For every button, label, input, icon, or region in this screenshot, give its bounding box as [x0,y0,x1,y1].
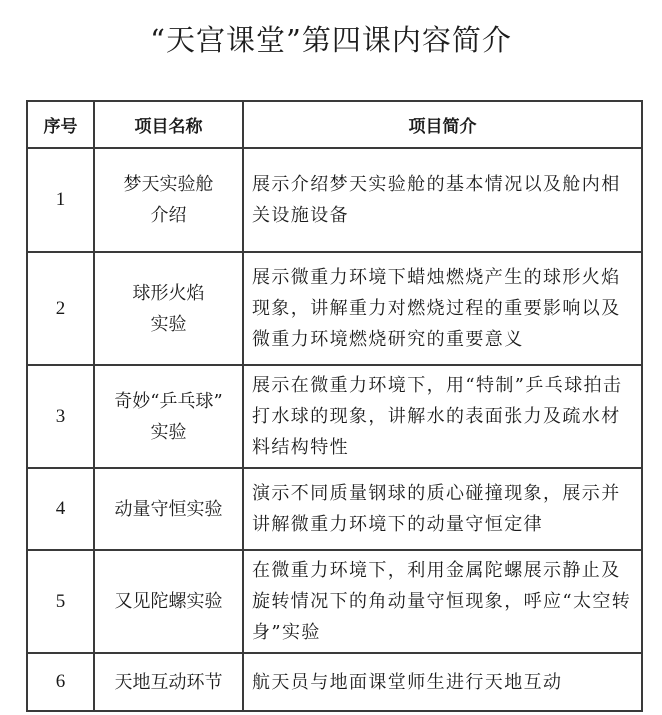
cell-item-name [94,468,243,550]
table-row [27,653,642,711]
item-name-line: 动量守恒实验 [114,498,223,520]
header-item-name: 项目名称 [94,101,243,148]
header-item-description: 项目简介 [243,101,642,148]
cell-serial-number: 1 [27,148,94,252]
cell-item-name [94,550,243,653]
item-name-line: 实验 [150,421,187,443]
table-body [27,148,642,711]
cell-serial-number: 5 [27,550,94,653]
cell-item-description: 展示介绍梦天实验舱的基本情况以及舱内相关设施设备 [243,148,642,252]
cell-serial-number: 6 [27,653,94,711]
cell-item-description: 航天员与地面课堂师生进行天地互动 [243,653,642,711]
cell-item-name [94,653,243,711]
cell-item-name [94,252,243,365]
item-name-line: 又见陀螺实验 [114,591,223,612]
table-row [27,468,642,550]
header-serial-number: 序号 [27,101,94,148]
table-row [27,550,642,653]
lesson-content-table [26,100,643,712]
item-name-line: 天地互动环节 [114,671,223,693]
item-name-line: 实验 [150,313,187,335]
table-row [27,252,642,365]
table-header-row [27,101,642,148]
cell-serial-number: 3 [27,365,94,468]
cell-item-description: 演示不同质量钢球的质心碰撞现象，展示并讲解微重力环境下的动量守恒定律 [243,468,642,550]
item-name-line: 奇妙“乒乓球” [114,390,223,412]
item-name-line: 梦天实验舱 [123,174,214,195]
table-row [27,148,642,252]
table-row [27,365,642,468]
cell-serial-number: 2 [27,252,94,365]
item-name-line: 球形火焰 [132,282,205,304]
cell-item-description: 在微重力环境下，利用金属陀螺展示静止及旋转情况下的角动量守恒现象，呼应“太空转身”实验 [243,550,642,653]
item-name-line: 介绍 [150,205,187,226]
cell-item-name [94,148,243,252]
cell-serial-number: 4 [27,468,94,550]
cell-item-description: 展示在微重力环境下，用“特制”乒乓球拍击打水球的现象，讲解水的表面张力及疏水材料结构特性 [243,365,642,468]
cell-item-name [94,365,243,468]
cell-item-description: 展示微重力环境下蜡烛燃烧产生的球形火焰现象，讲解重力对燃烧过程的重要影响以及微重力环境燃烧研究的重要意义 [243,252,642,365]
document-title: “天宫课堂”第四课内容简介 [150,23,512,57]
